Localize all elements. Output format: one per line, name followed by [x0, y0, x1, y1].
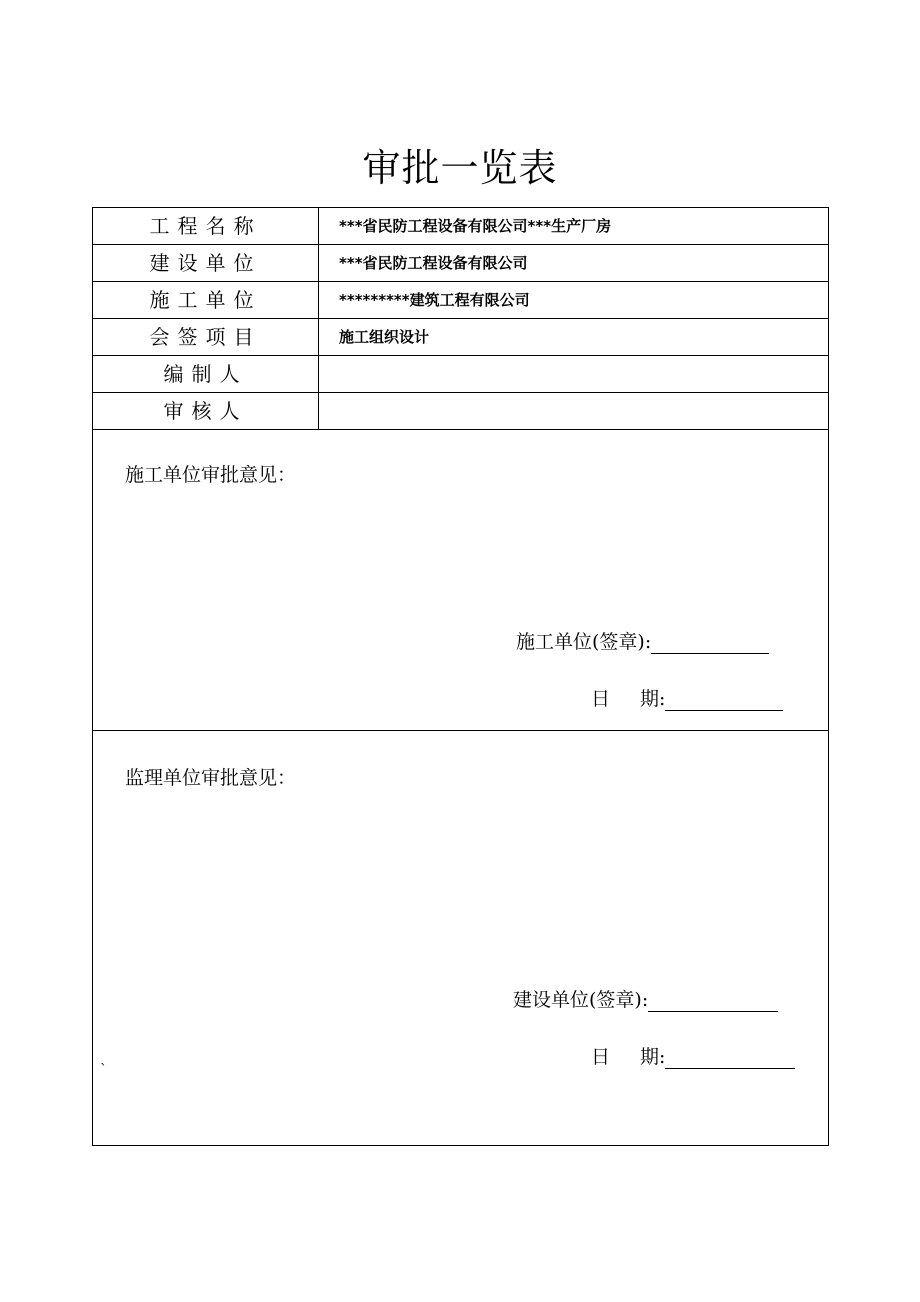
construction-opinion-section: [93, 430, 828, 731]
construction-seal-label: 施工单位(签章):: [516, 631, 652, 653]
info-row-compiler: [93, 356, 828, 393]
reviewer-label: 审核人: [93, 393, 319, 429]
contractor-label: 施工单位: [93, 282, 319, 318]
countersign-item-label: 会签项目: [93, 319, 319, 355]
info-row-project-name: [93, 208, 828, 245]
client-seal-blank: [648, 991, 778, 1012]
construction-date-line: [591, 684, 783, 711]
supervision-date-blank: [665, 1048, 795, 1069]
info-row-client: [93, 245, 828, 282]
stray-mark: `: [100, 1062, 107, 1078]
supervision-opinion-heading: 监理单位审批意见：: [125, 767, 297, 789]
client-value: ***省民防工程设备有限公司: [339, 254, 528, 272]
info-row-contractor: [93, 282, 828, 319]
info-row-countersign-item: [93, 319, 828, 356]
project-name-value: ***省民防工程设备有限公司***生产厂房: [339, 217, 612, 235]
client-seal-label: 建设单位(签章):: [513, 989, 649, 1011]
construction-date-label-2: 期:: [640, 688, 666, 710]
countersign-item-value: 施工组织设计: [339, 328, 430, 346]
supervision-date-label-2: 期:: [640, 1046, 666, 1068]
construction-seal-blank: [651, 633, 769, 654]
construction-seal-line: [516, 627, 769, 654]
construction-date-blank: [665, 690, 783, 711]
client-seal-line: [513, 985, 778, 1012]
contractor-value: *********建筑工程有限公司: [339, 291, 530, 309]
compiler-label: 编制人: [93, 356, 319, 392]
info-row-reviewer: [93, 393, 828, 430]
project-name-label: 工程名称: [93, 208, 319, 244]
supervision-opinion-section: [93, 731, 828, 1145]
construction-opinion-heading: 施工单位审批意见：: [125, 464, 297, 486]
page-title: 审批一览表: [362, 146, 558, 190]
supervision-date-line: [591, 1042, 795, 1069]
client-label: 建设单位: [93, 245, 319, 281]
construction-date-label-1: 日: [591, 688, 611, 710]
approval-form-table: [92, 207, 829, 1146]
supervision-date-label-1: 日: [591, 1046, 611, 1068]
